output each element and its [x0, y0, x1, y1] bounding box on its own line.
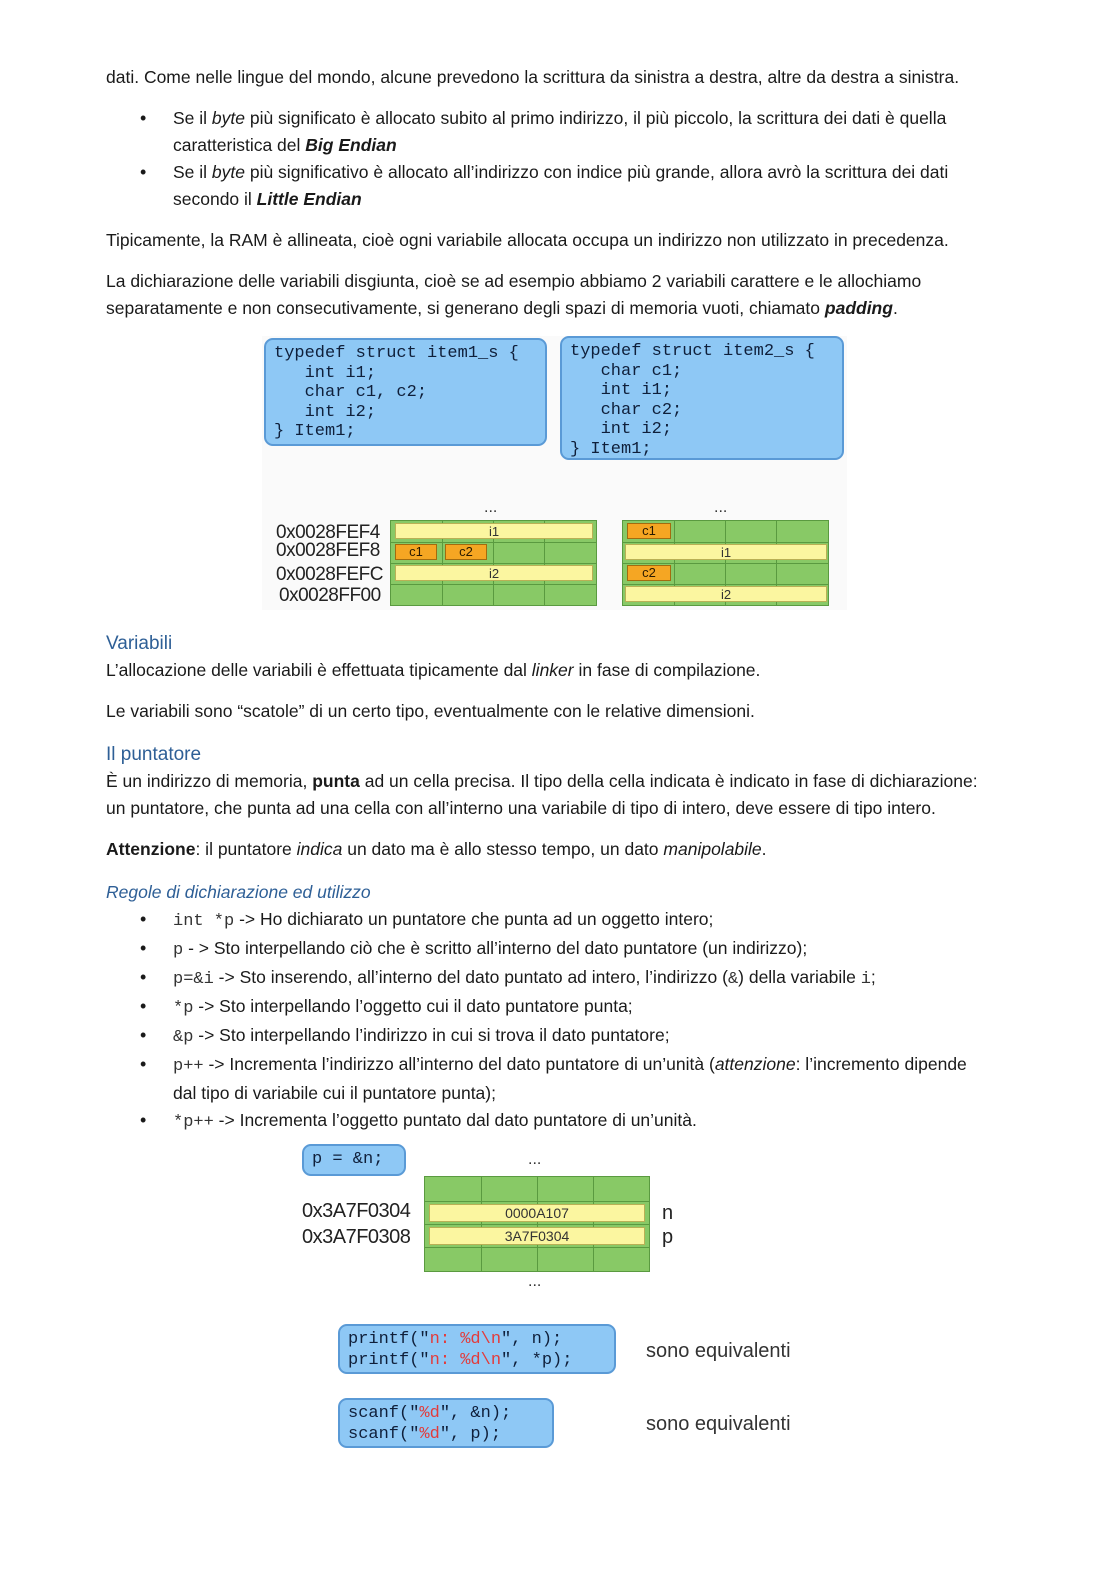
pointer-assign-code: p = &n; — [302, 1144, 406, 1176]
list-item: • &p -> Sto interpellando l’indirizzo in cui si trova il dato puntatore; — [106, 1022, 986, 1051]
printf-code: printf("n: %d\n", n); printf("n: %d\n", *p); — [338, 1324, 616, 1374]
memory-cell-i2: i2 — [395, 565, 593, 581]
address-label: 0x0028FF00 — [279, 585, 381, 606]
padding-paragraph: La dichiarazione delle variabili disgiunta, cioè se ad esempio abbiamo 2 variabili carattere e le allochiamo separatamente e non consecutivamente, si generano degli spazi di memoria vuoti, chiamato padding. — [106, 271, 922, 318]
ellipsis: ... — [528, 1151, 542, 1168]
address-label: 0x0028FEFC — [276, 564, 383, 585]
list-item: • int *p -> Ho dichiarato un puntatore che punta ad un oggetto intero; — [106, 906, 986, 935]
address-label: 0x0028FEF8 — [276, 540, 380, 561]
attention-paragraph: Attenzione: il puntatore indica un dato ma è allo stesso tempo, un dato manipolabile. — [106, 839, 767, 859]
memory-cell-c2: c2 — [445, 544, 487, 560]
address-label: 0x3A7F0304 — [302, 1200, 411, 1222]
document-page — [106, 64, 986, 1462]
pointer-figure — [286, 1144, 826, 1462]
section-heading-regole: Regole di dichiarazione ed utilizzo — [106, 882, 371, 902]
puntatore-paragraph: È un indirizzo di memoria, punta ad un cella precisa. Il tipo della cella indicata è indicato in fase di dichiarazione: un puntatore, che punta ad una cella con all’interno una variabile di tipo di intero, deve essere di tipo intero. — [106, 771, 978, 818]
scanf-code: scanf("%d", &n); scanf("%d", p); — [338, 1398, 554, 1448]
variabili-paragraph: Le variabili sono “scatole” di un certo tipo, eventualmente con le relative dimensioni. — [106, 701, 755, 721]
memory-cell-c1: c1 — [627, 523, 671, 539]
intro-paragraph: dati. Come nelle lingue del mondo, alcune prevedono la scrittura da sinistra a destra, altre da destra a sinistra. — [106, 67, 960, 87]
memory-grid-item2 — [622, 520, 829, 606]
list-item: • p++ -> Incrementa l’indirizzo all’interno del dato puntatore di un’unità (attenzione: l’incremento dipende dal tipo di variabile cui il puntatore punta); — [106, 1051, 986, 1107]
equivalence-label: sono equivalenti — [646, 1413, 791, 1435]
struct-item2-code: typedef struct item2_s { char c1; int i1; char c2; int i2; } Item1; — [560, 336, 844, 460]
variable-label-p: p — [662, 1226, 673, 1248]
list-item: • p=&i -> Sto inserendo, all’interno del dato puntato ad intero, l’indirizzo (&) della variabile i; — [106, 964, 986, 993]
memory-grid-pointer — [424, 1176, 650, 1272]
equivalence-label: sono equivalenti — [646, 1340, 791, 1362]
endian-list — [106, 105, 986, 213]
list-item: • p - > Sto interpellando ciò che è scritto all’interno del dato puntatore (un indirizzo); — [106, 935, 986, 964]
list-item: • Se il byte più significato è allocato subito al primo indirizzo, il più piccolo, la scrittura dei dati è quella caratteristica del Big Endian — [106, 105, 986, 159]
padding-figure — [262, 336, 847, 610]
address-label: 0x3A7F0308 — [302, 1226, 411, 1248]
ellipsis: ... — [484, 499, 498, 516]
ellipsis: ... — [528, 1273, 542, 1290]
variabili-paragraph: L’allocazione delle variabili è effettuata tipicamente dal linker in fase di compilazione. — [106, 660, 761, 680]
memory-cell-i1: i1 — [625, 544, 827, 560]
memory-cell-i2: i2 — [625, 586, 827, 602]
section-heading-puntatore: Il puntatore — [106, 744, 202, 765]
rules-list — [106, 906, 986, 1136]
memory-cell-c1: c1 — [395, 544, 437, 560]
struct-item1-code: typedef struct item1_s { int i1; char c1, c2; int i2; } Item1; — [264, 338, 547, 446]
memory-cell-c2: c2 — [627, 565, 671, 581]
list-item: • *p -> Sto interpellando l’oggetto cui il dato puntatore punta; — [106, 993, 986, 1022]
memory-cell-n: 0000A107 — [429, 1204, 645, 1222]
list-item: • Se il byte più significativo è allocato all’indirizzo con indice più grande, allora avrò la scrittura dei dati secondo il Little Endian — [106, 159, 986, 213]
alignment-paragraph: Tipicamente, la RAM è allineata, cioè ogni variabile allocata occupa un indirizzo non utilizzato in precedenza. — [106, 230, 949, 250]
memory-cell-i1: i1 — [395, 523, 593, 539]
memory-cell-p: 3A7F0304 — [429, 1227, 645, 1245]
section-heading-variabili: Variabili — [106, 633, 173, 654]
variable-label-n: n — [662, 1202, 673, 1224]
memory-grid-item1 — [390, 520, 597, 606]
address-label: 0x0028FEF4 — [276, 522, 380, 543]
list-item: • *p++ -> Incrementa l’oggetto puntato dal dato puntatore di un’unità. — [106, 1107, 986, 1136]
ellipsis: ... — [714, 499, 728, 516]
